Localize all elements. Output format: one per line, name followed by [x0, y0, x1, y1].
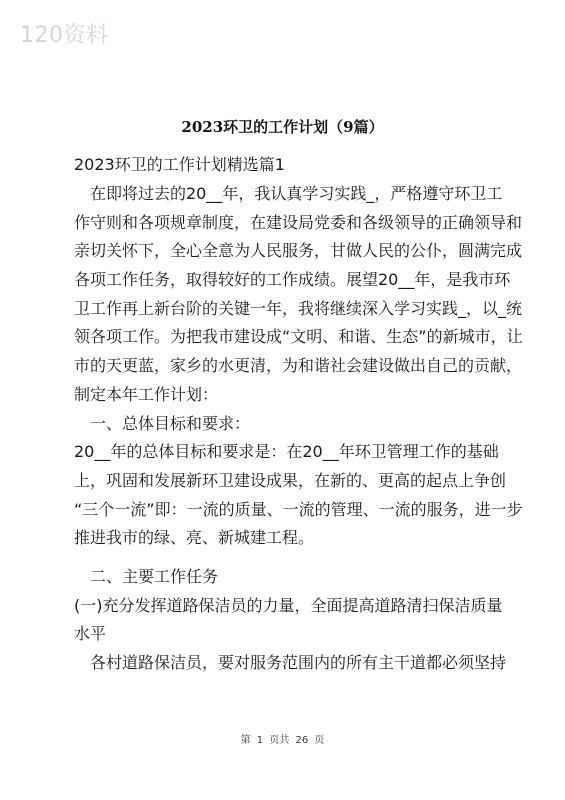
body-line: “三个一流”即：一流的质量、一流的管理、一流的服务，进一步 — [74, 499, 523, 519]
body-line: 亲切关怀下，全心全意为人民服务，甘做人民的公仆，圆满完成 — [74, 241, 523, 261]
body-line: 在即将过去的20__年，我认真学习实践_，严格遵守环卫工 — [74, 184, 503, 203]
document-body — [74, 180, 523, 678]
body-line: 作守则和各项规章制度，在建设局党委和各级领导的正确领导和 — [74, 212, 523, 232]
body-line: 推进我市的绿、亮、新城建工程。 — [74, 528, 315, 548]
body-line: 20__年的总体目标和要求是：在20__年环卫管理工作的基础 — [74, 442, 499, 462]
body-line: 领各项工作。为把我市建设成“文明、和谐、生态”的新城市，让 — [74, 327, 523, 347]
document-subtitle: 2023环卫的工作计划精选篇1 — [74, 155, 285, 174]
body-line: 各村道路保洁员，要对服务范围内的所有主干道都必须坚持 — [74, 653, 507, 672]
document-title: 2023环卫的工作计划（9篇） — [181, 118, 384, 136]
body-line: 上，巩固和发展新环卫建设成果，在新的、更高的起点上争创 — [74, 470, 507, 490]
body-line: 各项工作任务，取得较好的工作成绩。展望20__年，是我市环 — [74, 270, 511, 290]
body-line: 市的天更蓝，家乡的水更清，为和谐社会建设做出自己的贡献， — [74, 356, 523, 376]
section-heading: 二、主要工作任务 — [74, 566, 219, 586]
body-line: (一)充分发挥道路保洁员的力量，全面提高道路清扫保洁质量 — [74, 595, 503, 615]
body-line: 水平 — [74, 624, 107, 644]
body-line: 卫工作再上新台阶的关键一年，我将继续深入学习实践_，以_统 — [74, 298, 523, 318]
section-heading: 一、总体目标和要求： — [74, 413, 251, 433]
watermark-logo: 120资料 — [20, 23, 109, 48]
body-line: 制定本年工作计划： — [74, 384, 219, 404]
page-indicator: 第 1 页共 26 页 — [240, 735, 325, 746]
paragraph-gap — [74, 553, 514, 563]
